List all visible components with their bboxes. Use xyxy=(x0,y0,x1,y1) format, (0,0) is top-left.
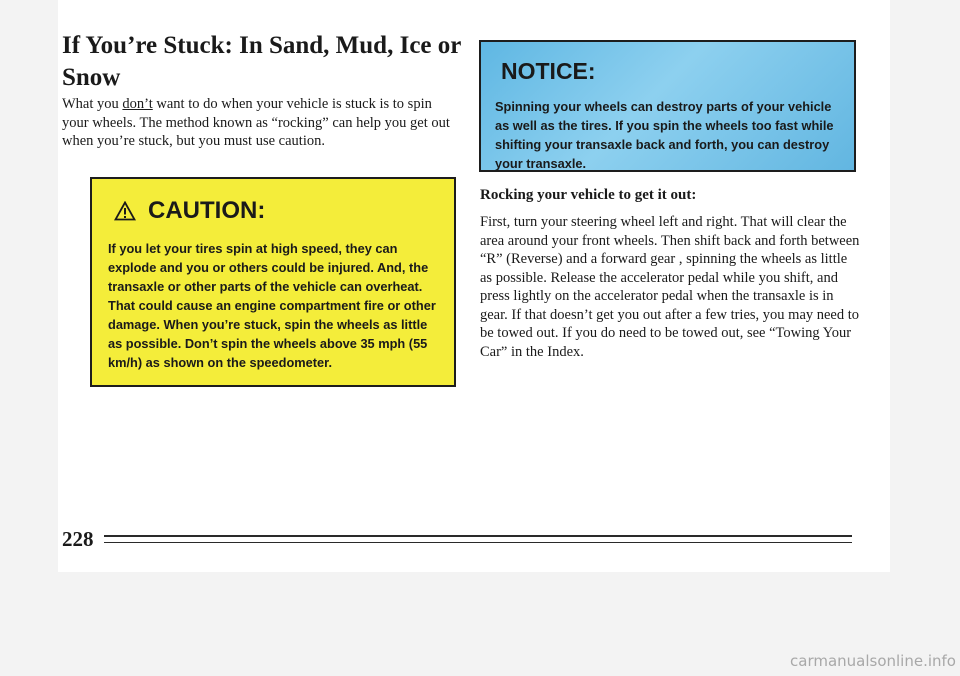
rocking-paragraph: First, turn your steering wheel left and right. That will clear the area around your front wheels. Then shift back and forth between “R” (Reverse) and a forward gear , spinning the wheels as little as possible. Release the accelerator pedal while you shift, and press lightly on the accelerator pedal when the transaxle is in gear. If that doesn’t get you out after a few tries, you may need to be towed out. If you do need to be towed out, see “Towing Your Car” in the Index. xyxy=(480,214,860,360)
caution-box xyxy=(90,177,456,387)
intro-text-start: What you xyxy=(62,96,123,112)
intro-underlined-word: don’t xyxy=(122,96,153,112)
page-footer xyxy=(62,527,852,551)
page-title: If You’re Stuck: In Sand, Mud, Ice or Snow xyxy=(62,32,461,91)
notice-box xyxy=(479,40,856,172)
rocking-heading: Rocking your vehicle to get it out: xyxy=(480,187,697,203)
watermark: carmanualsonline.info xyxy=(790,652,956,670)
footer-rule xyxy=(104,535,853,543)
notice-heading: NOTICE: xyxy=(501,58,596,84)
caution-header xyxy=(108,197,440,225)
intro-text-end: want to do when your vehicle is stuck is to spin your wheels. The method known as “rocking” can help you get out when you’re stuck, but you must use caution. xyxy=(62,96,450,149)
caution-heading: CAUTION: xyxy=(148,197,266,224)
intro-paragraph xyxy=(62,95,462,151)
caution-text: If you let your tires spin at high speed, they can explode and you or others could be injured. And, the transaxle or other parts of the vehicle can overheat. That could cause an engine compartment fire or other damage. When you’re stuck, spin the wheels as little as possible. Don’t spin the wheels above 35 mph (55 km/h) as shown on the speedometer. xyxy=(108,241,436,370)
notice-text: Spinning your wheels can destroy parts of your vehicle as well as the tires. If you spin the wheels too fast while shifting your transaxle back and forth, you can destroy your transaxle. xyxy=(495,99,834,171)
page-number: 228 xyxy=(62,526,94,551)
warning-triangle-icon xyxy=(114,201,136,221)
